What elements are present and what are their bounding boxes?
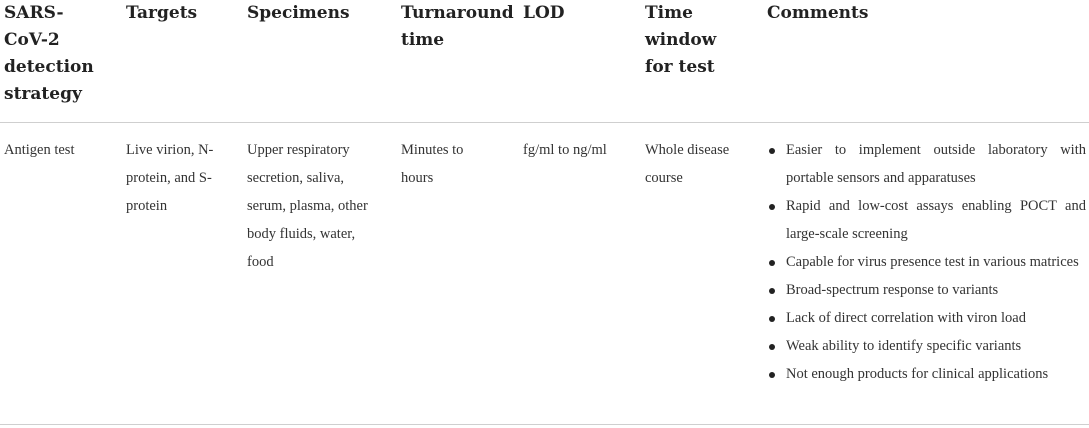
header-time-window: Time window for test [645, 3, 717, 77]
header-strategy: SARS-CoV-2 detection strategy [4, 3, 94, 104]
cell-lod: fg/ml to ng/ml [523, 142, 607, 158]
header-targets: Targets [126, 3, 198, 23]
cell-targets: Live virion, N-protein, and S-protein [126, 142, 214, 214]
table-bottom-rule [0, 424, 1089, 425]
comment-item: Broad-spectrum response to variants [767, 276, 1086, 304]
header-divider [0, 122, 1089, 123]
comment-item: Rapid and low-cost assays enabling POCT and large-scale screening [767, 192, 1086, 248]
cell-turnaround: Minutes to hours [401, 142, 464, 186]
cell-time-window: Whole disease course [645, 142, 730, 186]
comment-item: Easier to implement outside laboratory with portable sensors and apparatuses [767, 136, 1086, 192]
header-lod: LOD [523, 3, 565, 23]
comment-item: Lack of direct correlation with viron load [767, 304, 1086, 332]
comments-list [767, 136, 1086, 388]
cell-strategy: Antigen test [4, 142, 75, 158]
comment-item: Weak ability to identify specific variants [767, 332, 1086, 360]
header-turnaround: Turnaround time [401, 3, 514, 50]
cell-comments [767, 136, 1086, 388]
header-comments: Comments [767, 3, 869, 23]
comment-item: Not enough products for clinical applications [767, 360, 1086, 388]
header-specimens: Specimens [247, 3, 350, 23]
cell-specimens: Upper respiratory secretion, saliva, serum, plasma, other body fluids, water, food [247, 142, 368, 270]
comment-item: Capable for virus presence test in various matrices [767, 248, 1086, 276]
